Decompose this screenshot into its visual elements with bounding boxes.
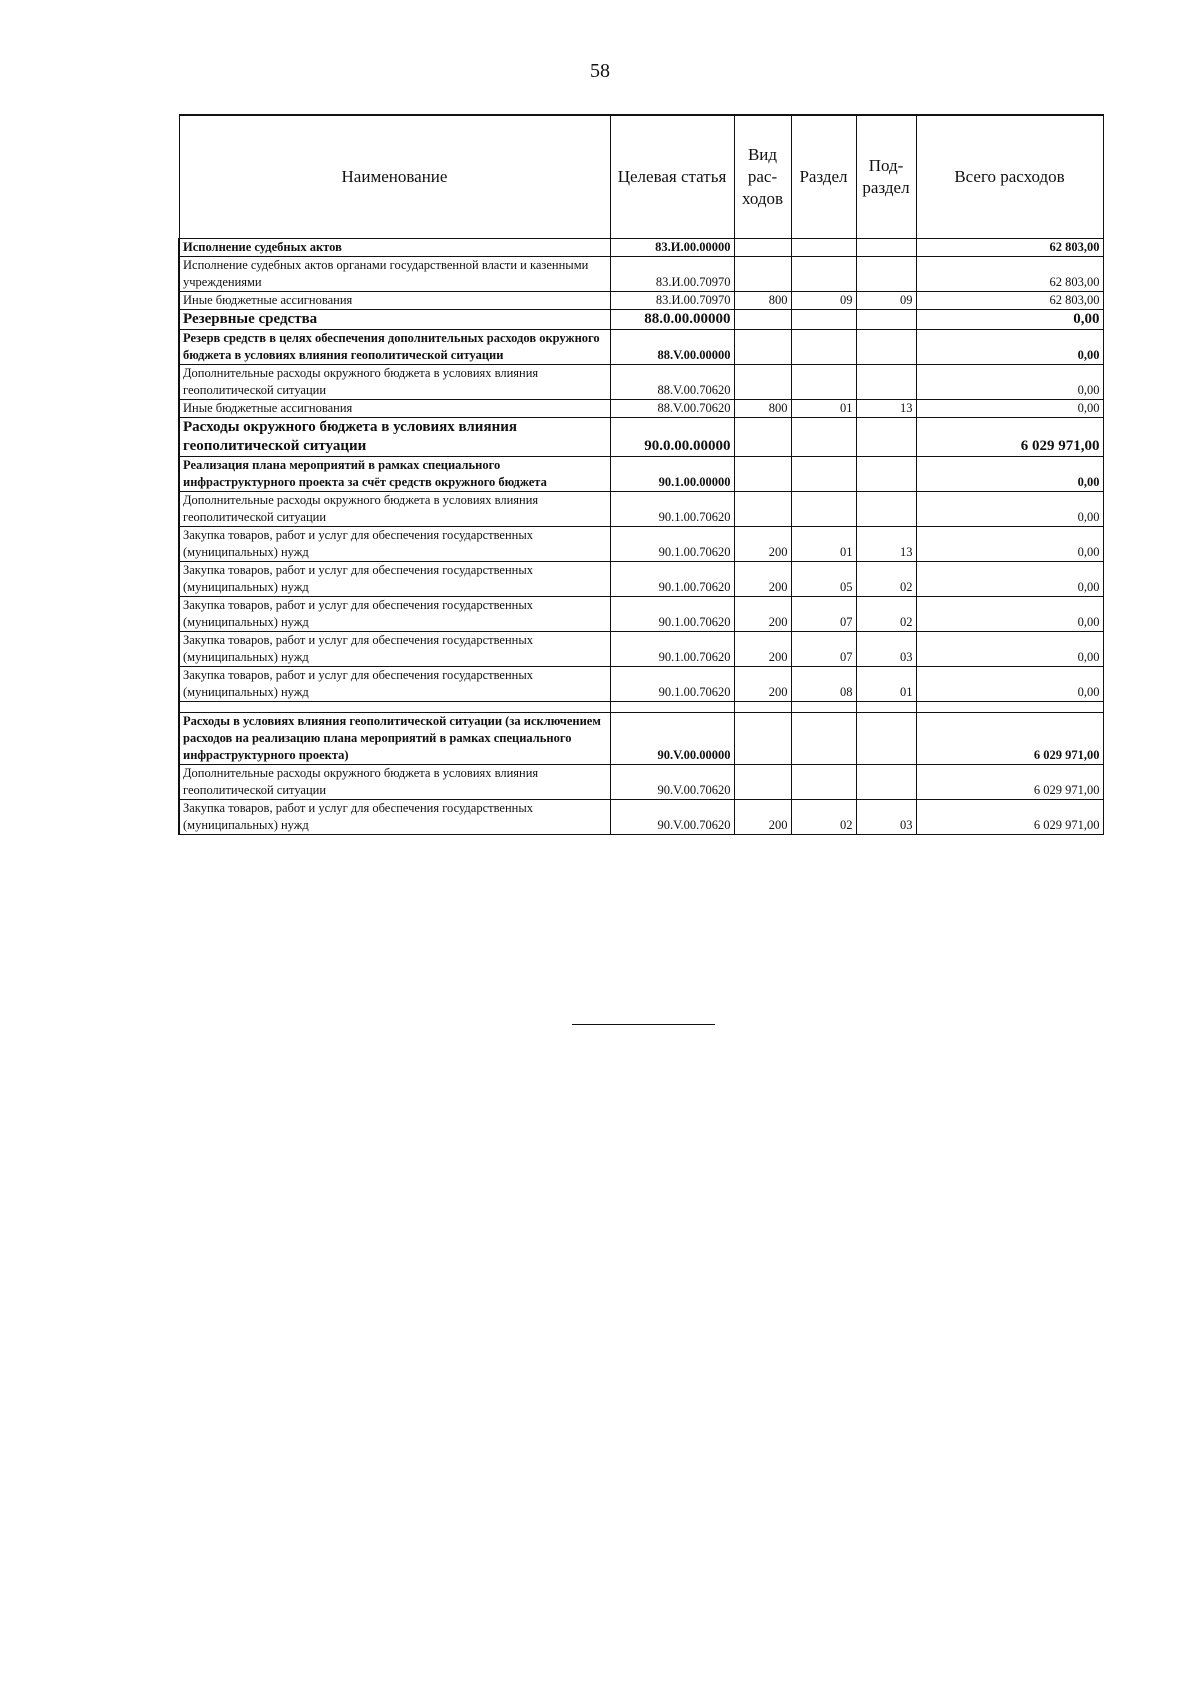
row-section: 07 <box>791 597 856 632</box>
row-total: 62 803,00 <box>916 292 1103 310</box>
row-type <box>734 765 791 800</box>
row-section: 07 <box>791 632 856 667</box>
table-row <box>179 492 1103 527</box>
row-section <box>791 418 856 457</box>
row-target: 90.1.00.70620 <box>610 667 734 702</box>
table-row <box>179 365 1103 400</box>
row-section: 08 <box>791 667 856 702</box>
row-total: 0,00 <box>916 667 1103 702</box>
row-name: Исполнение судебных актов органами государственной власти и казенными учреждениями <box>179 257 610 292</box>
row-type: 800 <box>734 292 791 310</box>
row-section <box>791 257 856 292</box>
row-type <box>734 365 791 400</box>
row-subsection: 13 <box>856 527 916 562</box>
row-section <box>791 492 856 527</box>
row-subsection: 02 <box>856 562 916 597</box>
row-total: 0,00 <box>916 400 1103 418</box>
row-type: 200 <box>734 667 791 702</box>
row-subsection <box>856 492 916 527</box>
row-type: 800 <box>734 400 791 418</box>
row-name: Дополнительные расходы окружного бюджета в условиях влияния геополитической ситуации <box>179 765 610 800</box>
row-name: Расходы в условиях влияния геополитической ситуации (за исключением расходов на реализацию плана мероприятий в рамках специального инфраструктурного проекта) <box>179 713 610 765</box>
row-name: Дополнительные расходы окружного бюджета в условиях влияния геополитической ситуации <box>179 492 610 527</box>
row-type: 200 <box>734 562 791 597</box>
table-row <box>179 457 1103 492</box>
row-name: Закупка товаров, работ и услуг для обеспечения государственных (муниципальных) нужд <box>179 597 610 632</box>
row-type <box>734 418 791 457</box>
row-target: 88.0.00.00000 <box>610 310 734 330</box>
row-type <box>734 330 791 365</box>
row-subsection <box>856 365 916 400</box>
row-total: 6 029 971,00 <box>916 418 1103 457</box>
row-target: 90.1.00.70620 <box>610 632 734 667</box>
row-subsection: 09 <box>856 292 916 310</box>
row-type <box>734 310 791 330</box>
page-number: 58 <box>590 60 610 82</box>
row-type: 200 <box>734 632 791 667</box>
table-row-spacer <box>179 702 1103 713</box>
table-row <box>179 597 1103 632</box>
row-total: 0,00 <box>916 597 1103 632</box>
row-total: 6 029 971,00 <box>916 800 1103 835</box>
row-subsection: 03 <box>856 800 916 835</box>
row-total: 0,00 <box>916 330 1103 365</box>
header-target: Целевая статья <box>610 115 734 239</box>
row-name: Реализация плана мероприятий в рамках специального инфраструктурного проекта за счёт средств окружного бюджета <box>179 457 610 492</box>
row-total: 0,00 <box>916 457 1103 492</box>
row-total: 0,00 <box>916 365 1103 400</box>
table-row <box>179 800 1103 835</box>
row-section: 01 <box>791 527 856 562</box>
row-type: 200 <box>734 597 791 632</box>
row-section <box>791 239 856 257</box>
table-row <box>179 632 1103 667</box>
row-type <box>734 492 791 527</box>
row-subsection <box>856 330 916 365</box>
row-total: 0,00 <box>916 527 1103 562</box>
row-subsection <box>856 418 916 457</box>
row-name: Закупка товаров, работ и услуг для обеспечения государственных (муниципальных) нужд <box>179 800 610 835</box>
row-total: 0,00 <box>916 632 1103 667</box>
row-section: 02 <box>791 800 856 835</box>
row-type <box>734 713 791 765</box>
row-total: 0,00 <box>916 310 1103 330</box>
row-total: 0,00 <box>916 492 1103 527</box>
row-name: Исполнение судебных актов <box>179 239 610 257</box>
row-target: 90.1.00.70620 <box>610 492 734 527</box>
row-type <box>734 457 791 492</box>
row-target: 90.1.00.70620 <box>610 527 734 562</box>
header-name: Наименование <box>179 115 610 239</box>
row-target: 83.И.00.00000 <box>610 239 734 257</box>
row-target: 90.1.00.70620 <box>610 562 734 597</box>
row-name: Резервные средства <box>179 310 610 330</box>
row-type <box>734 239 791 257</box>
row-name: Закупка товаров, работ и услуг для обеспечения государственных (муниципальных) нужд <box>179 562 610 597</box>
row-type: 200 <box>734 527 791 562</box>
table-row <box>179 400 1103 418</box>
row-subsection: 01 <box>856 667 916 702</box>
row-section: 01 <box>791 400 856 418</box>
table-row <box>179 292 1103 310</box>
row-name: Резерв средств в целях обеспечения дополнительных расходов окружного бюджета в условиях влияния геополитической ситуации <box>179 330 610 365</box>
row-total: 6 029 971,00 <box>916 713 1103 765</box>
header-section: Раздел <box>791 115 856 239</box>
row-section <box>791 330 856 365</box>
table-row <box>179 330 1103 365</box>
row-subsection: 03 <box>856 632 916 667</box>
row-section <box>791 457 856 492</box>
header-subsection: Под- раздел <box>856 115 916 239</box>
budget-table <box>178 114 1104 835</box>
row-subsection <box>856 713 916 765</box>
row-subsection <box>856 765 916 800</box>
row-section <box>791 765 856 800</box>
row-subsection <box>856 239 916 257</box>
row-target: 83.И.00.70970 <box>610 257 734 292</box>
row-name: Иные бюджетные ассигнования <box>179 400 610 418</box>
end-rule <box>572 1024 715 1025</box>
table-row <box>179 765 1103 800</box>
row-name: Закупка товаров, работ и услуг для обеспечения государственных (муниципальных) нужд <box>179 527 610 562</box>
row-subsection <box>856 257 916 292</box>
row-total: 0,00 <box>916 562 1103 597</box>
row-name: Дополнительные расходы окружного бюджета в условиях влияния геополитической ситуации <box>179 365 610 400</box>
row-target: 88.V.00.00000 <box>610 330 734 365</box>
table-row <box>179 527 1103 562</box>
row-target: 83.И.00.70970 <box>610 292 734 310</box>
header-total: Всего расходов <box>916 115 1103 239</box>
table-row <box>179 239 1103 257</box>
row-target: 90.1.00.70620 <box>610 597 734 632</box>
row-section: 05 <box>791 562 856 597</box>
row-target: 88.V.00.70620 <box>610 400 734 418</box>
table-row <box>179 257 1103 292</box>
row-subsection: 13 <box>856 400 916 418</box>
row-total: 62 803,00 <box>916 239 1103 257</box>
row-section <box>791 365 856 400</box>
row-section: 09 <box>791 292 856 310</box>
table-row <box>179 713 1103 765</box>
row-section <box>791 713 856 765</box>
row-target: 90.V.00.70620 <box>610 765 734 800</box>
row-target: 90.1.00.00000 <box>610 457 734 492</box>
row-section <box>791 310 856 330</box>
table-row <box>179 310 1103 330</box>
row-subsection: 02 <box>856 597 916 632</box>
row-target: 88.V.00.70620 <box>610 365 734 400</box>
row-type <box>734 257 791 292</box>
row-subsection <box>856 457 916 492</box>
row-target: 90.V.00.00000 <box>610 713 734 765</box>
row-target: 90.0.00.00000 <box>610 418 734 457</box>
row-total: 62 803,00 <box>916 257 1103 292</box>
table-row <box>179 562 1103 597</box>
row-name: Расходы окружного бюджета в условиях влияния геополитической ситуации <box>179 418 610 457</box>
row-type: 200 <box>734 800 791 835</box>
header-type: Вид рас- ходов <box>734 115 791 239</box>
row-target: 90.V.00.70620 <box>610 800 734 835</box>
row-total: 6 029 971,00 <box>916 765 1103 800</box>
table-row <box>179 667 1103 702</box>
row-subsection <box>856 310 916 330</box>
table-row <box>179 418 1103 457</box>
row-name: Закупка товаров, работ и услуг для обеспечения государственных (муниципальных) нужд <box>179 667 610 702</box>
row-name: Закупка товаров, работ и услуг для обеспечения государственных (муниципальных) нужд <box>179 632 610 667</box>
row-name: Иные бюджетные ассигнования <box>179 292 610 310</box>
